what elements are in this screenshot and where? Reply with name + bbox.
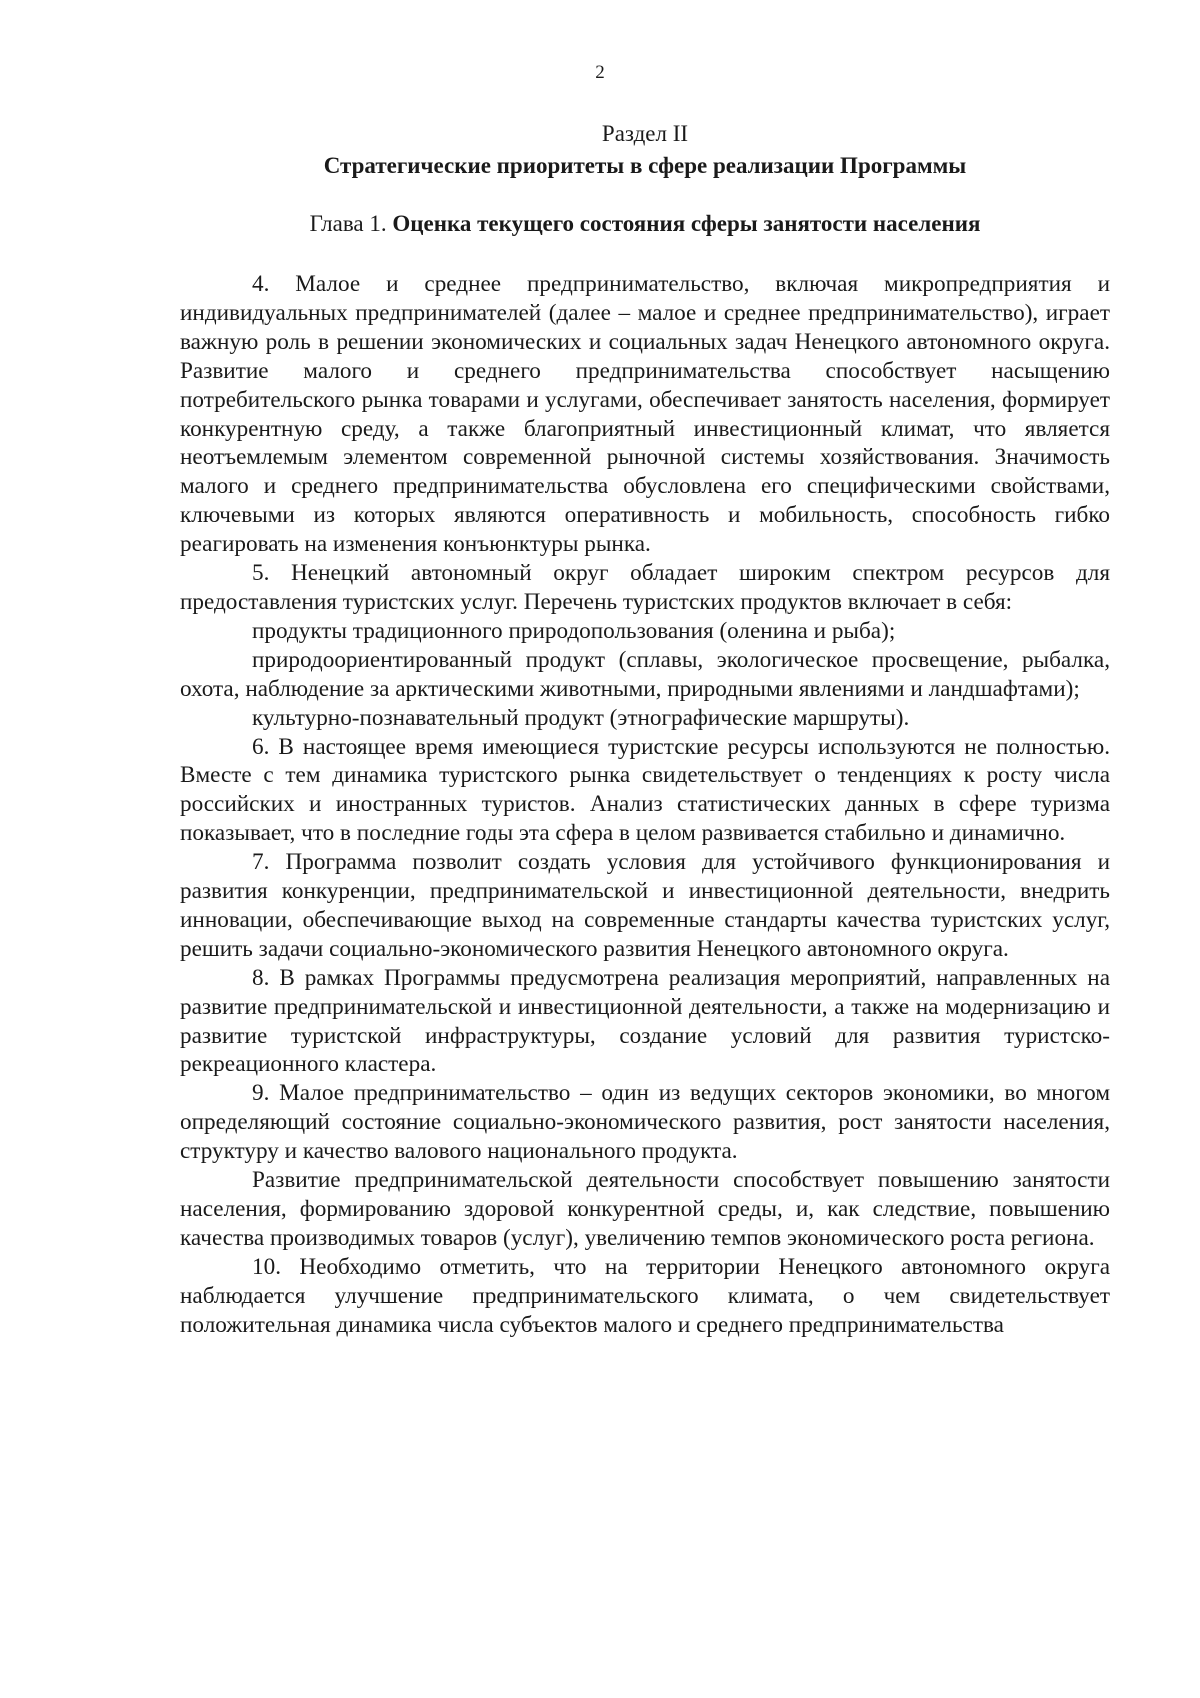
paragraph-6: 6. В настоящее время имеющиеся туристские ресурсы используются не полностью. Вместе с тем динамика туристского рынка свидетельствует о тенденциях к росту числа российских и иностранных туристов. Анализ статистических данных в сфере туризма показывает, что в последние годы эта сфера в целом развивается стабильно и динамично. xyxy=(180,733,1110,847)
document-body xyxy=(180,270,1110,1340)
paragraph-8: 8. В рамках Программы предусмотрена реализация мероприятий, направленных на развитие предпринимательской и инвестиционной деятельности, а также на модернизацию и развитие туристской инфраструктуры, создание условий для развития туристско-рекреационного кластера. xyxy=(180,964,1110,1078)
paragraph-9-continuation: Развитие предпринимательской деятельности способствует повышению занятости населения, формированию здоровой конкурентной среды, и, как следствие, повышению качества производимых товаров (услуг), увеличению темпов экономического роста региона. xyxy=(180,1167,1110,1251)
list-item-nature-product: природоориентированный продукт (сплавы, экологическое просвещение, рыбалка, охота, наблюдение за арктическими животными, природными явлениями и ландшафтами); xyxy=(180,646,1110,702)
chapter-label: Глава 1. xyxy=(309,211,387,236)
section-title: Раздел II xyxy=(601,121,689,146)
section-subtitle: Стратегические приоритеты в сфере реализации Программы xyxy=(323,153,967,178)
chapter-heading xyxy=(180,210,1110,238)
paragraph-4: 4. Малое и среднее предпринимательство, включая микропредприятия и индивидуальных предпринимателей (далее – малое и среднее предпринимательство), играет важную роль в решении экономических и социальных задач Ненецкого автономного округа. Развитие малого и среднего предпринимательства способствует насыщению потребительского рынка товарами и услугами, обеспечивает занятость населения, формирует конкурентную среду, а также благоприятный инвестиционный климат, что является неотъемлемым элементом современной рыночной системы хозяйствования. Значимость малого и среднего предпринимательства обусловлена его специфическими свойствами, ключевыми из которых являются оперативность и мобильность, способность гибко реагировать на изменения конъюнктуры рынка. xyxy=(180,271,1110,558)
chapter-name: Оценка текущего состояния сферы занятости населения xyxy=(392,211,981,236)
paragraph-9: 9. Малое предпринимательство – один из ведущих секторов экономики, во многом определяющий состояние социально-экономического развития, рост занятости населения, структуру и качество валового национального продукта. xyxy=(180,1080,1110,1165)
list-item-traditional-products: продукты традиционного природопользования (оленина и рыба); xyxy=(252,617,896,644)
paragraph-7: 7. Программа позволит создать условия для устойчивого функционирования и развития конкуренции, предпринимательской и инвестиционной деятельности, внедрить инновации, обеспечивающие выход на современные стандарты качества туристских услуг, решить задачи социально-экономического развития Ненецкого автономного округа. xyxy=(180,849,1110,962)
paragraph-5: 5. Ненецкий автономный округ обладает широким спектром ресурсов для предоставления туристских услуг. Перечень туристских продуктов включает в себя: xyxy=(180,560,1110,615)
page-number: 2 xyxy=(595,62,605,83)
paragraph-10: 10. Необходимо отметить, что на территории Ненецкого автономного округа наблюдается улучшение предпринимательского климата, о чем свидетельствует положительная динамика числа субъектов малого и среднего предпринимательства xyxy=(180,1253,1110,1338)
list-item-cultural-product: культурно-познавательный продукт (этнографические маршруты). xyxy=(252,704,910,731)
